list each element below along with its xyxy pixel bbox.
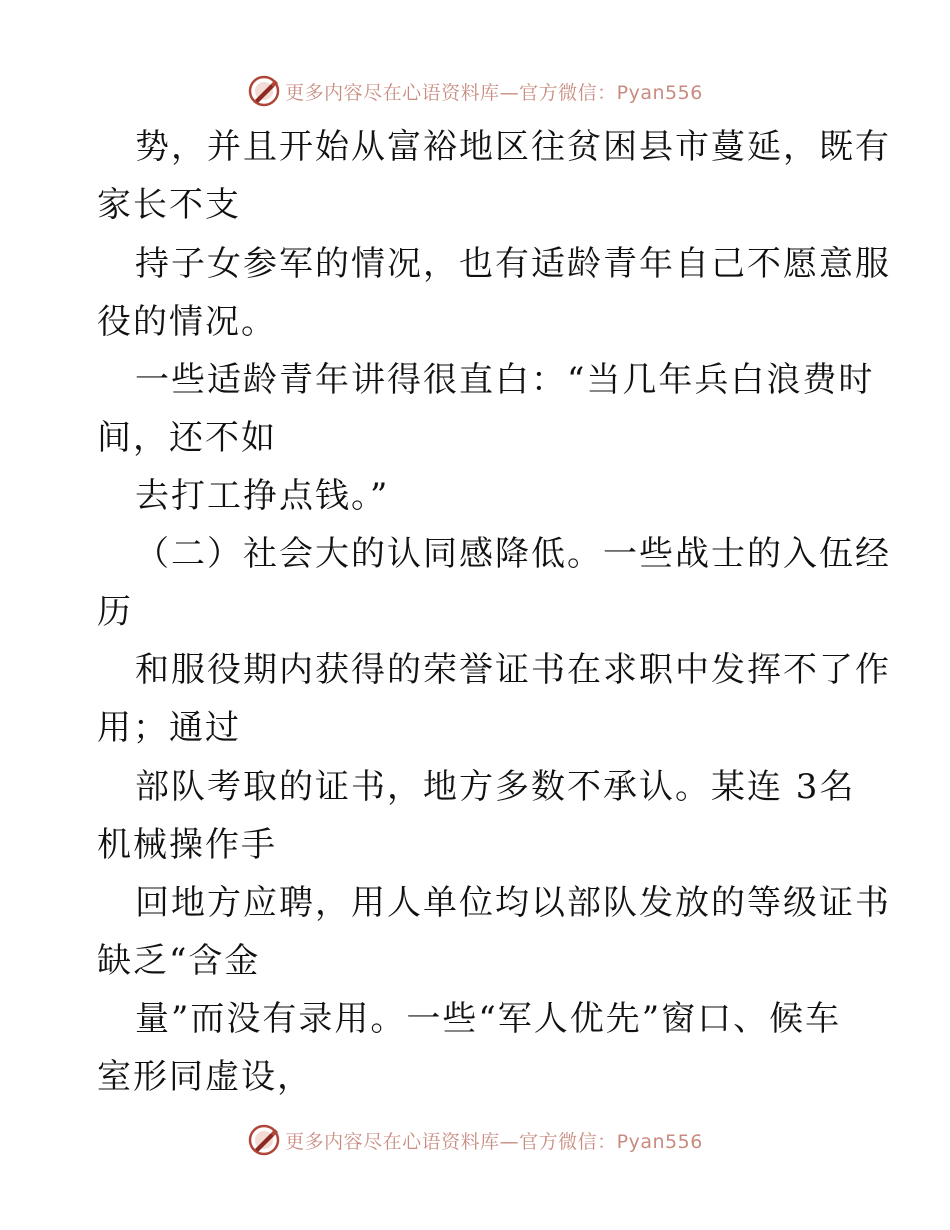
footer-watermark-text: 更多内容尽在心语资料库—官方微信：Pyan556 [285, 1130, 703, 1153]
text-line: 家长不支 [97, 185, 241, 225]
text-line: （二）社会大的认同感降低。一些战士的入伍经 [135, 534, 891, 574]
text-line: 役的情况。 [97, 302, 277, 342]
footer-watermark [0, 1120, 950, 1160]
text-line: 量”而没有录用。一些“军人优先”窗口、候车 [135, 999, 842, 1039]
header-watermark-text: 更多内容尽在心语资料库—官方微信：Pyan556 [285, 81, 703, 104]
text-line: 部队考取的证书，地方多数不承认。某连 3名 [135, 767, 856, 807]
text-line: 历 [97, 592, 133, 632]
text-line: 回地方应聘，用人单位均以部队发放的等级证书 [135, 883, 891, 923]
text-line: 持子女参军的情况，也有适龄青年自己不愿意服 [135, 244, 891, 284]
text-line: 势，并且开始从富裕地区往贫困县市蔓延，既有 [135, 127, 891, 167]
text-line: 机械操作手 [97, 825, 277, 865]
header-watermark [0, 71, 950, 111]
pen-seal-logo-icon [247, 74, 281, 108]
text-line: 去打工挣点钱。” [135, 476, 390, 516]
text-line: 室形同虚设， [97, 1057, 313, 1097]
text-line: 用；通过 [97, 708, 241, 748]
text-line: 间，还不如 [97, 418, 277, 458]
text-line: 一些适龄青年讲得很直白：“当几年兵白浪费时 [135, 360, 875, 400]
text-line: 缺乏“含金 [97, 941, 261, 981]
text-line: 和服役期内获得的荣誉证书在求职中发挥不了作 [135, 650, 891, 690]
pen-seal-logo-icon [247, 1123, 281, 1157]
